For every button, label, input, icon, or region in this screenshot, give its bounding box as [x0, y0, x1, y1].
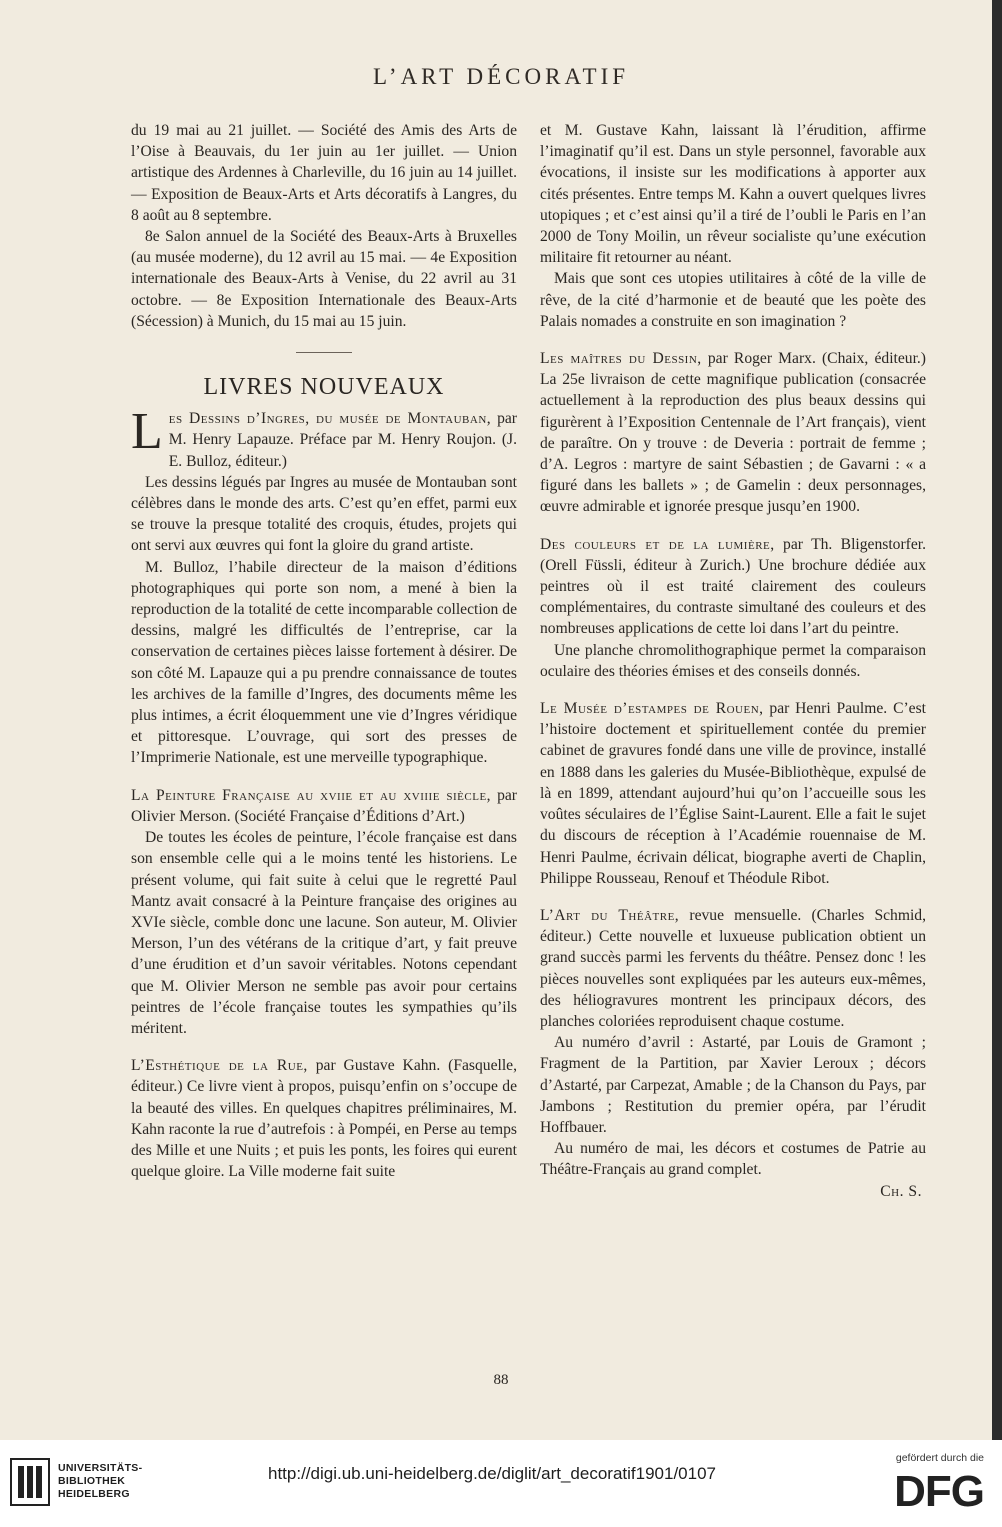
paragraph: De toutes les écoles de peinture, l’école française est dans son ensemble celle qui a le moins tenté les historiens. Le présent volume, qui fait suite à celui que le regretté Paul Mantz avait consacré à la Peinture française des origines au XVIe siècle, comble donc une lacune. Son auteur, M. Olivier Merson, l’un des vétérans de la critique d’art, y fait preuve d’une érudition et d’un savoir véritables. Notons cependant que M. Olivier Merson ne semble pas avoir pour certains peintres de l’école française toutes les sympathies qu’ils méritent. — [131, 829, 517, 1037]
review-heading: Les maîtres du Dessin, — [540, 350, 702, 368]
paragraph: Les dessins légués par Ingres au musée de Montauban sont célèbres dans le monde des arts. C’est qu’en effet, parmi eux se trouve la presque totalité des croquis, études, projets qui ont servi aux œuvres qui font la gloire du grand artiste. — [131, 473, 517, 555]
review-heading: es Dessins d’Ingres, du musée de Montauban, — [168, 410, 492, 428]
page-number: 88 — [493, 1372, 509, 1388]
section-title: LIVRES NOUVEAUX — [203, 374, 445, 401]
review-heading: Le Musée d’estampes de Rouen, — [540, 700, 764, 718]
signature: Ch. S. — [880, 1182, 922, 1200]
paragraph: Une planche chromolithographique permet la comparaison oculaire des théories émises et des conseils donnés. — [540, 641, 926, 680]
paragraph: Au numéro de mai, les décors et costumes de Patrie au Théâtre-Français au grand complet. — [540, 1140, 926, 1179]
review-entry — [540, 534, 926, 640]
paragraph: et M. Gustave Kahn, laissant là l’érudition, affirme l’imaginatif qu’il est. Dans un style personnel, favorable aux évocations, il insiste sur les modifications à apporter aux cités présentes. Entre temps M. Kahn a ouvert quelques livres utopiques ; et c’est ainsi qu’il a tiré de l’oubli le Paris en l’an 2000 de Tony Moilin, un rêveur socialiste qu’une exécution militaire fit retourner au néant. — [540, 122, 926, 267]
paragraph: Mais que sont ces utopies utilitaires à côté de la ville de rêve, de la cité d’harmonie et de beauté que les poète des Palais nomades a construite en son imagination ? — [540, 270, 926, 330]
review-entry — [131, 1055, 517, 1182]
review-heading: La Peinture Française au xviie et au xviiie siècle, — [131, 786, 492, 804]
review-entry — [131, 403, 517, 472]
review-text: par Th. Bligenstorfer. (Orell Füssli, éditeur à Zurich.) Une brochure dédiée aux peintres où il est traité clairement des couleurs complémentaires, du contraste simultané des couleurs et des nombreuses applications de cette loi dans l’art du peintre. — [540, 535, 926, 638]
drop-cap: L — [131, 403, 163, 461]
viewer-footer — [0, 1440, 992, 1527]
review-text: par Henri Paulme. C’est l’histoire doctement et spirituellement contée du premier cabinet de gravures fondé dans une ville de province, installé en 1888 dans les galeries du Musée-Bibliothèque, expulsé de là en 1899, attendant aujourd’hui qu’on l’accueille sous les voûtes séculaires de l’Église Saint-Laurent. Elle a fait le sujet du discours de réception à l’Académie rouennaise de M. Henri Paulme, écrivain délicat, biographe averti de Chaplin, Philippe Rousseau, Renouf et Théodule Ribot. — [540, 700, 926, 887]
paragraph: 8e Salon annuel de la Société des Beaux-Arts à Bruxelles (au musée moderne), du 12 avril au 15 mai. — 4e Exposition internationale des Beaux-Arts à Venise, du 22 avril au 31 octobre. — 8e Exposition Internationale des Beaux-Arts (Sécession) à Munich, du 15 mai au 15 juin. — [131, 228, 517, 330]
review-text: par Roger Marx. (Chaix, éditeur.) La 25e livraison de cette magnifique publication (consacrée actuellement à la reproduction des plus beaux dessins qui figurèrent à l’Exposition Centennale de l’Art français), vient de paraître. On y trouve : de Deveria : portrait de femme ; d’A. Legros : martyre de saint Sébastien ; de Gavarni : « a figuré dans les ballets » ; de Gamelin : deux personnages, œuvre admirable et ignorée presque jusqu’en 1900. — [540, 350, 927, 516]
paragraph: Au numéro d’avril : Astarté, par Louis de Gramont ; Fragment de la Partition, par Xavier Leroux ; décors d’Astarté, par Carpezat, Amable ; de la Chanson du Pays, par Jambons ; Restitution du premier opéra, par l’érudit Hoffbauer. — [540, 1034, 926, 1136]
review-entry — [131, 785, 517, 827]
page-edge — [992, 0, 1002, 1440]
review-text: revue mensuelle. (Charles Schmid, éditeur.) Cette nouvelle et luxueuse publication obtient un grand succès parmi les fervents du théâtre. Pensez donc ! les pièces nouvelles sont expliquées par les auteurs eux-mêmes, des héliogravures montrent les principaux décors, des planches coloriées reproduisent chaque costume. — [540, 906, 926, 1030]
right-column — [540, 120, 926, 1202]
review-heading: Des couleurs et de la lumière, — [540, 535, 775, 553]
left-column — [131, 120, 517, 1182]
review-text: par Olivier Merson. (Société Française d’Éditions d’Art.) — [131, 786, 517, 825]
paragraph: M. Bulloz, l’habile directeur de la maison d’éditions photographiques qui porte son nom, a mené à bien la reproduction de la totalité de cette incomparable collection de dessins, malgré les difficultés de l’entreprise, car la conservation de certaines pièces laisse fortement à désirer. De son côté M. Lapauze qui a pu prendre connaissance de toutes les archives de la famille d’Ingres, des documents même les plus intimes, a écrit éloquemment une vie d’Ingres véridique et pittoresque. L’ouvrage, qui sort des presses de l’Imprimerie Nationale, est une merveille typographique. — [131, 558, 517, 767]
library-logo-icon — [10, 1458, 50, 1506]
review-heading: L’Art du Théâtre, — [540, 906, 680, 924]
review-entry — [540, 348, 926, 518]
review-text: par Gustave Kahn. (Fasquelle, éditeur.) Ce livre vient à propos, puisqu’enfin on s’occupe de la beauté des villes. En quelques chapitres préliminaires, M. Kahn raconte la rue d’autrefois : à Pompéi, en Perse au temps des Mille et une Nuits ; et puis les ponts, les foires qui eurent quelque gloire. La Ville moderne fait suite — [131, 1057, 517, 1181]
review-entry — [540, 698, 926, 889]
dfg-logo: DFG — [894, 1467, 984, 1516]
review-text: par M. Henry Lapauze. Préface par M. Henry Roujon. (J. E. Bulloz, éditeur.) — [168, 410, 517, 470]
running-header: L’ART DÉCORATIF — [372, 64, 630, 89]
permalink-url[interactable]: http://digi.ub.uni-heidelberg.de/diglit/art_decoratif1901/0107 — [268, 1464, 716, 1483]
review-heading: L’Esthétique de la Rue, — [131, 1057, 308, 1075]
paragraph: du 19 mai au 21 juillet. — Société des Amis des Arts de l’Oise à Beauvais, du 1er juin au 1er juillet. — Union artistique des Ardennes à Charleville, du 16 juin au 14 juillet. — Exposition de Beaux-Arts et Arts décoratifs à Langres, du 8 août au 8 septembre. — [131, 122, 517, 224]
library-name: UNIVERSITÄTS- BIBLIOTHEK HEIDELBERG — [58, 1462, 143, 1500]
review-entry — [540, 905, 926, 1032]
section-divider — [296, 352, 352, 353]
funding-note: gefördert durch die — [895, 1452, 984, 1464]
